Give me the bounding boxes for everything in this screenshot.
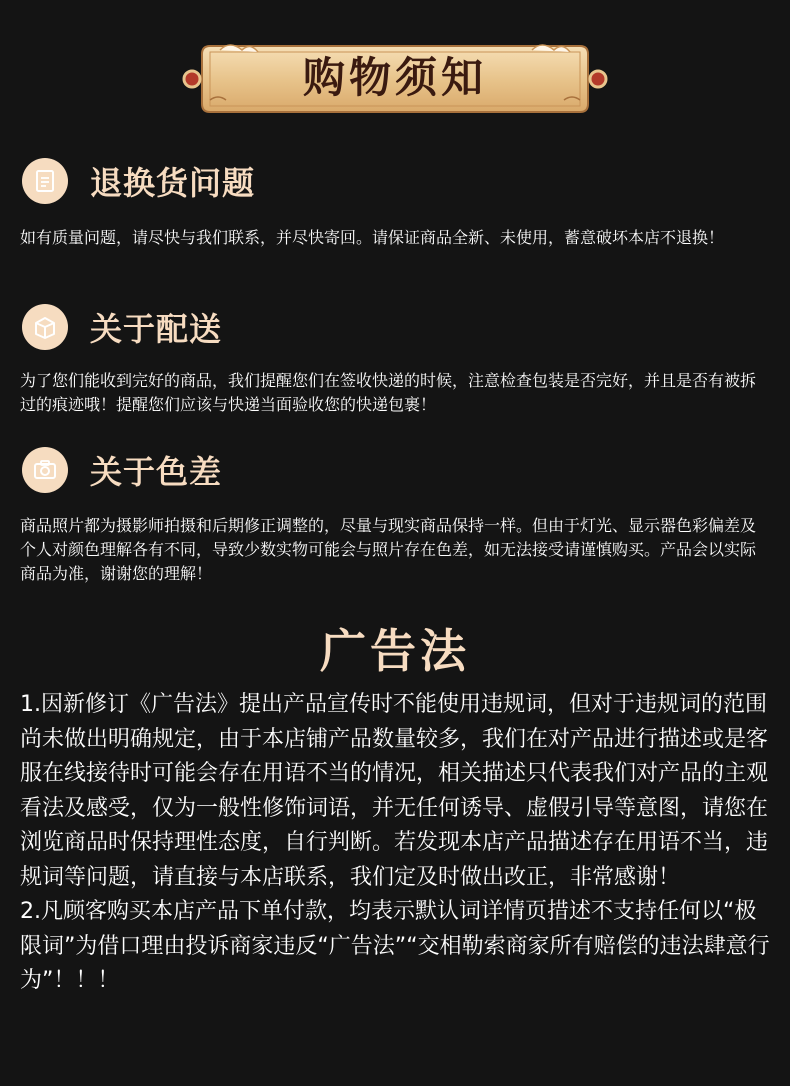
section-returns-body: 如有质量问题，请尽快与我们联系，并尽快寄回。请保证商品全新、未使用，蓄意破坏本店不退换！ [20,228,725,247]
box-icon [22,304,68,350]
ad-law-paragraph-1: 1.因新修订《广告法》提出产品宣传时不能使用违规词，但对于违规词的范围尚未做出明确规定，由于本店铺产品数量较多，我们在对产品进行描述或是客服在线接待时可能会存在用语不当的情况，相关描述只代表我们对产品的主观看法及感受，仅为一般性修饰词语，并无任何诱导、虚假引导等意图，请您在浏览商品时保持理性态度，自行判断。若发现本店产品描述存在用语不当，违规词等问题，请直接与本店联系，我们定及时做出改正，非常感谢！ [20,692,769,890]
ad-law-paragraph-2: 2.凡顾客购买本店产品下单付款，均表示默认词详情页措述不支持任何以“极限词”为借口理由投诉商家违反“广告法”“交相勒索商家所有赔偿的违法肆意行为”！！！ [20,899,770,993]
section-delivery-body: 为了您们能收到完好的商品，我们提醒您们在签收快递的时候，注意检查包装是否完好，并且是否有被拆过的痕迹哦！提醒您们应该与快递当面验收您的快递包裹！ [20,371,757,414]
section-title: 关于色差 [90,453,223,491]
ad-law-body [20,688,772,999]
section-title: 退换货问题 [90,164,256,202]
section-returns-header [22,155,255,207]
section-color-header [22,444,222,496]
page-title: 购物须知 [302,53,487,102]
header-banner [180,40,610,118]
camera-icon [22,447,68,493]
ad-law-title: 广告法 [320,624,470,678]
section-title: 关于配送 [90,310,223,348]
section-color-body: 商品照片都为摄影师拍摄和后期修正调整的，尽量与现实商品保持一样。但由于灯光、显示器色彩偏差及个人对颜色理解各有不同，导致少数实物可能会与照片存在色差，如无法接受请谨慎购买。产品会以实际商品为准，谢谢您的理解！ [20,516,757,583]
section-delivery-header [22,301,222,353]
document-icon [22,158,68,204]
